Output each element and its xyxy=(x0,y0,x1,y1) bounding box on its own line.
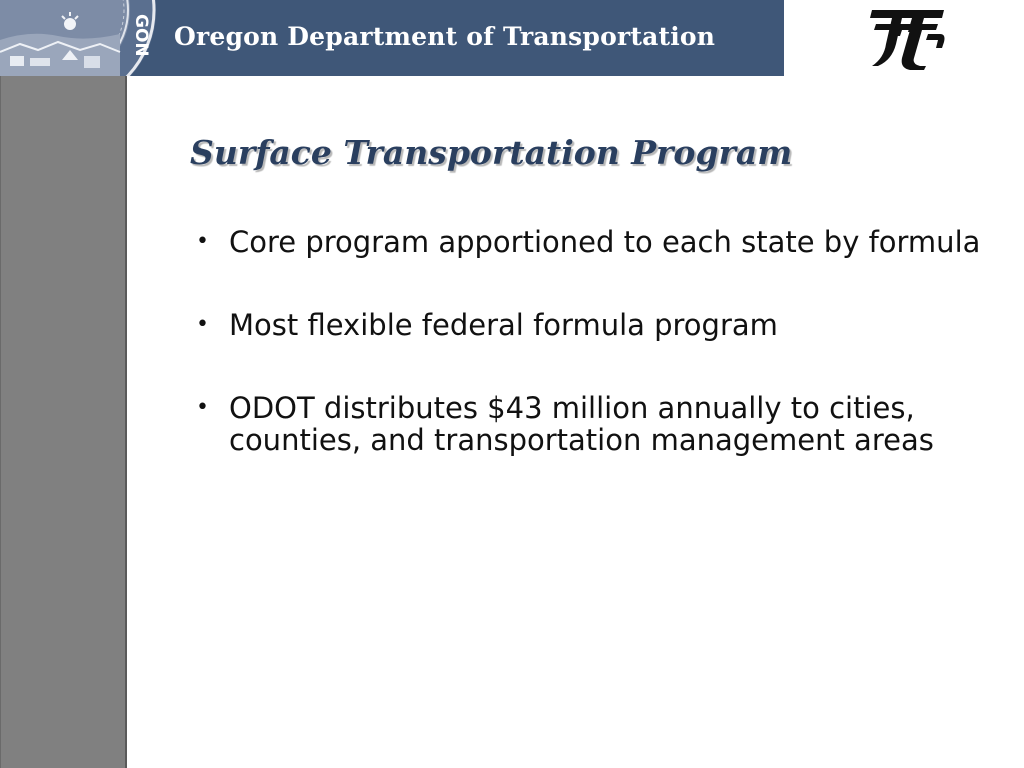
bullet-item xyxy=(196,309,996,341)
bullet-icon: • xyxy=(196,229,209,254)
bullet-text: Core program apportioned to each state by formula xyxy=(229,225,981,259)
slide-title: Surface Transportation Program xyxy=(190,133,793,172)
bullet-list xyxy=(196,226,996,507)
bullet-text: ODOT distributes $43 million annually to cities, counties, and transportation management areas xyxy=(229,391,934,457)
seal-lettering: GON xyxy=(131,14,151,57)
odot-logo-icon xyxy=(866,4,948,72)
bullet-item xyxy=(196,392,996,456)
agency-name: Oregon Department of Transportation xyxy=(174,22,716,51)
oregon-seal-icon xyxy=(0,0,156,76)
bullet-item xyxy=(196,226,996,258)
bullet-icon: • xyxy=(196,395,209,420)
header-banner xyxy=(0,0,784,76)
bullet-text: Most flexible federal formula program xyxy=(229,308,778,342)
bullet-icon: • xyxy=(196,312,209,337)
left-sidebar-bar xyxy=(0,76,127,768)
